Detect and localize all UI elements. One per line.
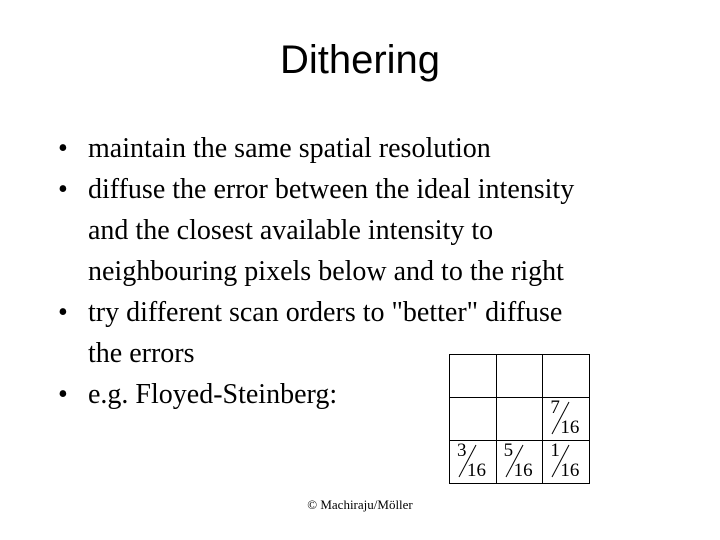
fraction-numerator: 1 (550, 440, 560, 461)
kernel-cell-weight (543, 441, 590, 484)
kernel-cell (450, 398, 497, 441)
kernel-cell (543, 355, 590, 398)
bullet-continuation (58, 210, 678, 251)
kernel-cell-weight (450, 441, 497, 484)
weight-fraction (543, 441, 590, 483)
slide-title: Dithering (279, 38, 441, 82)
bullet-text: try different scan orders to "better" diffuse (88, 297, 563, 328)
bullet-dot: • (58, 174, 68, 205)
weight-fraction (543, 398, 590, 440)
bullet-text: neighbouring pixels below and to the right (88, 256, 564, 287)
bullet-item (58, 292, 678, 333)
floyd-steinberg-kernel (449, 354, 590, 484)
fraction-denominator: 16 (513, 460, 533, 481)
bullet-dot: • (58, 297, 68, 328)
fraction-numerator: 3 (457, 440, 467, 461)
bullet-text: diffuse the error between the ideal intensity (88, 174, 575, 205)
bullet-text: e.g. Floyed-Steinberg: (88, 379, 338, 410)
fraction-numerator: 7 (550, 397, 560, 418)
bullet-text: maintain the same spatial resolution (88, 133, 491, 164)
bullet-continuation (58, 251, 678, 292)
bullet-item (58, 128, 678, 169)
fraction-numerator: 5 (503, 440, 514, 461)
bullet-item (58, 169, 678, 210)
bullet-dot: • (58, 133, 68, 164)
kernel-cell-weight (496, 441, 543, 484)
bullet-text: and the closest available intensity to (88, 215, 494, 246)
bullet-text: the errors (88, 338, 195, 369)
fraction-denominator: 16 (467, 460, 486, 481)
bullet-dot: • (58, 379, 68, 410)
kernel-cell (496, 398, 543, 441)
kernel-cell-weight (543, 398, 590, 441)
fraction-denominator: 16 (560, 417, 580, 438)
fraction-denominator: 16 (560, 460, 580, 481)
copyright-footer: © Machiraju/Möller (307, 497, 413, 512)
weight-fraction (450, 441, 497, 483)
kernel-cell (496, 355, 543, 398)
weight-fraction (497, 441, 544, 483)
kernel-cell (450, 355, 497, 398)
